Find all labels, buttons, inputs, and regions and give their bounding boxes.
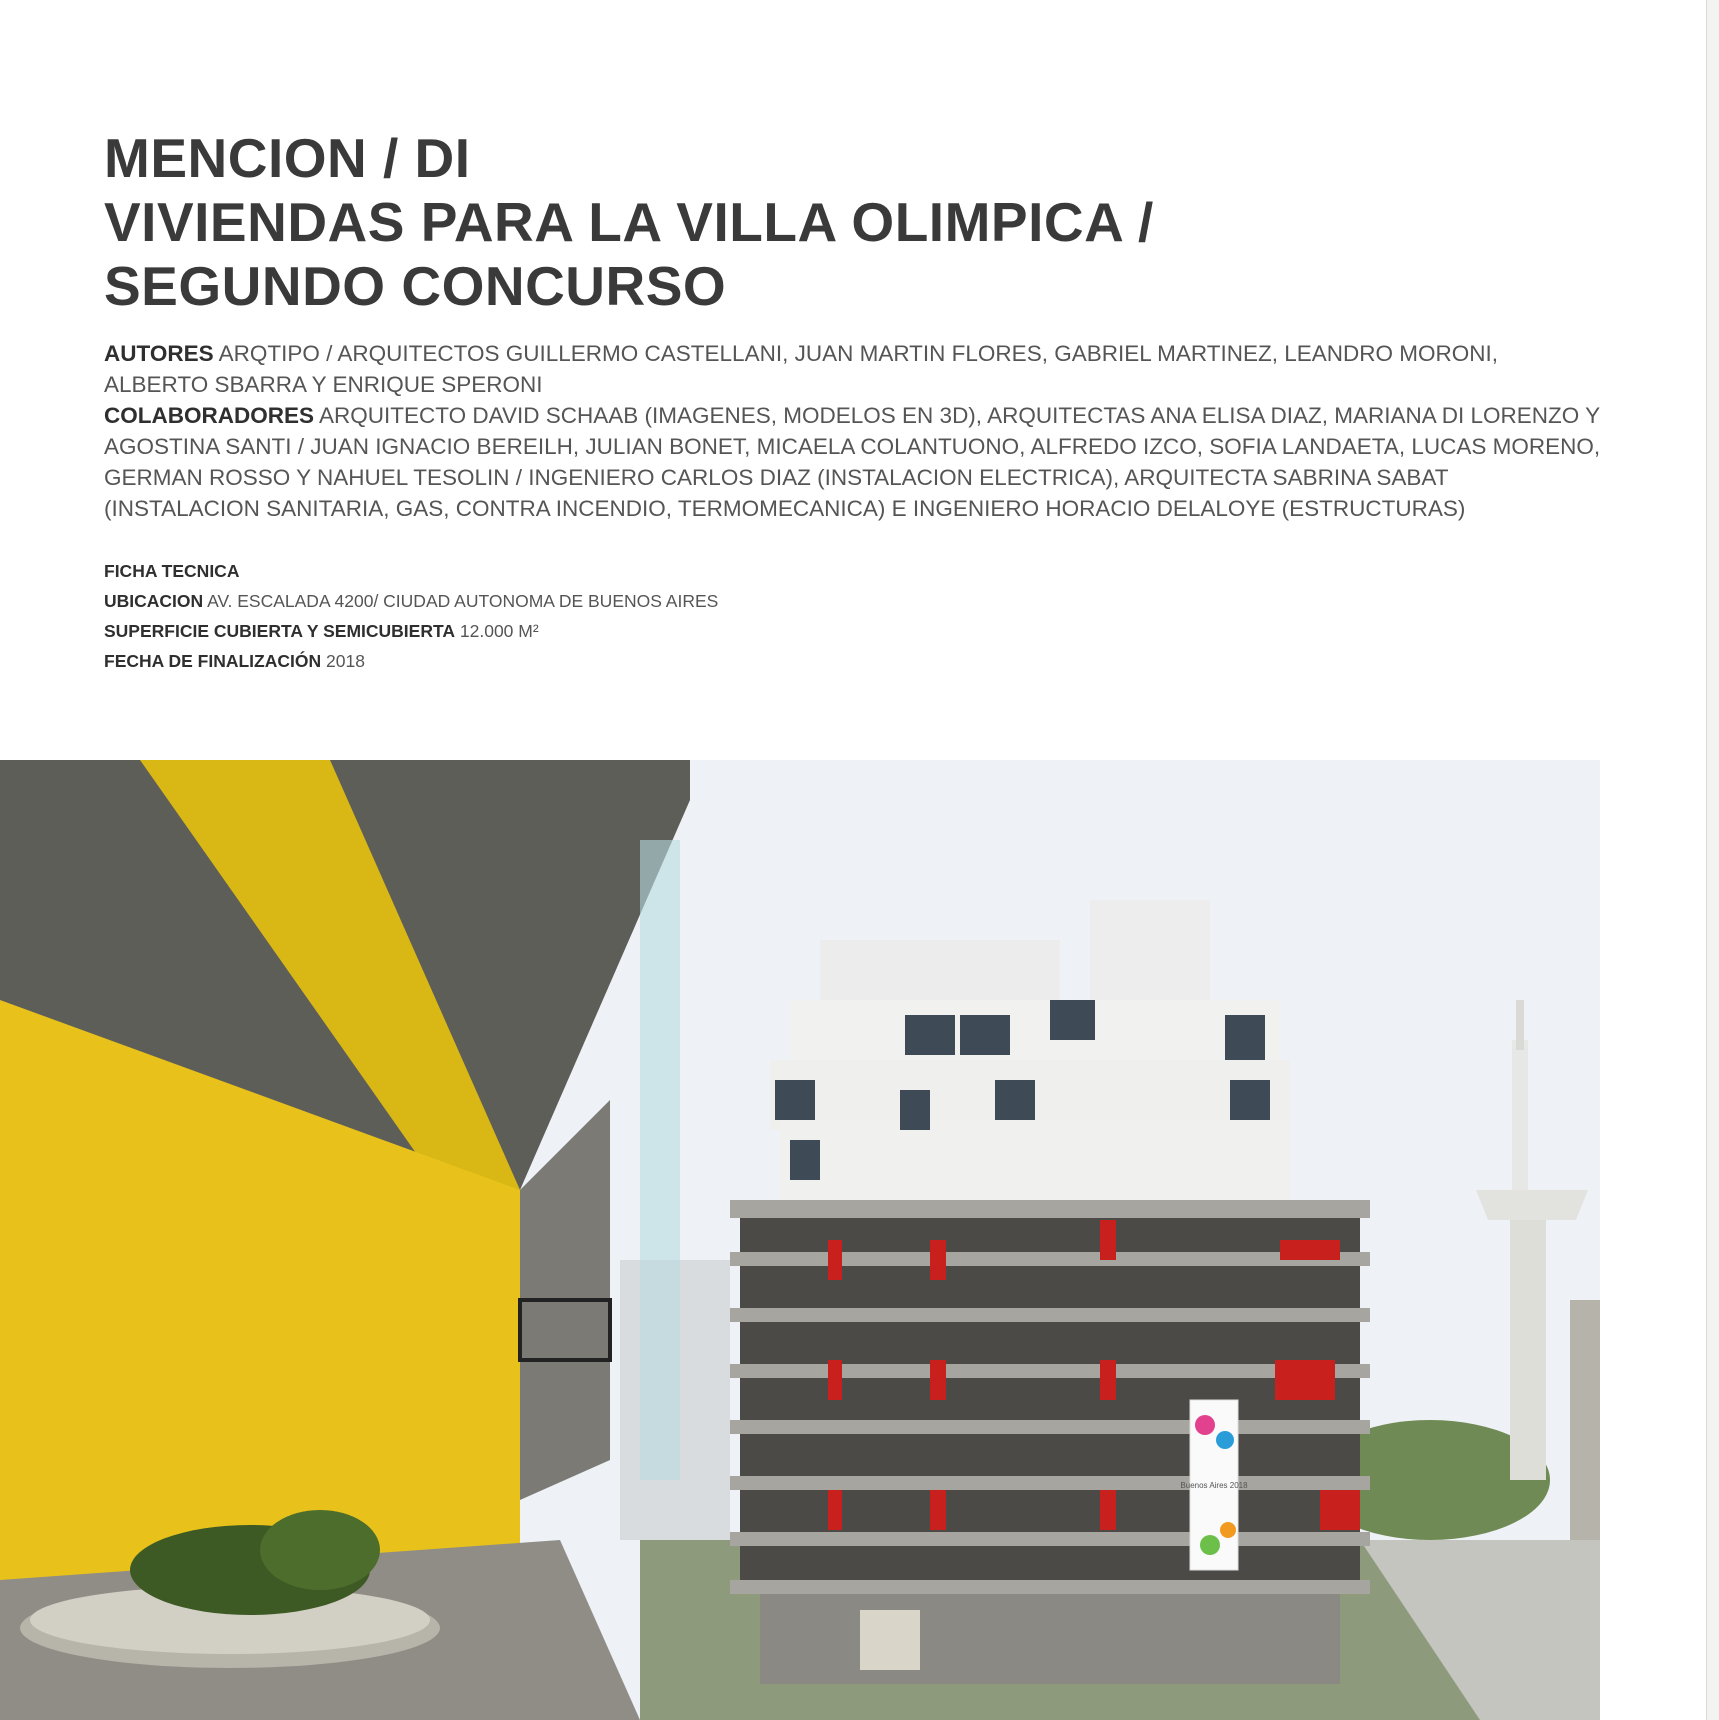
main-building bbox=[730, 900, 1370, 1684]
fecha-row bbox=[104, 646, 718, 676]
title-line-2: VIVIENDAS PARA LA VILLA OLIMPICA / bbox=[104, 191, 1154, 253]
ficha-tecnica bbox=[104, 556, 718, 676]
title-line-1: MENCION / DI bbox=[104, 127, 471, 189]
fecha-label: FECHA DE FINALIZACIÓN bbox=[104, 651, 322, 671]
olympic-banner bbox=[1180, 1400, 1248, 1570]
superficie-value: 12.000 M² bbox=[459, 621, 539, 641]
fecha-value: 2018 bbox=[326, 651, 365, 671]
title-line-3: SEGUNDO CONCURSO bbox=[104, 255, 727, 317]
autores-paragraph bbox=[104, 338, 1604, 400]
banner-text: Buenos Aires 2018 bbox=[1180, 1481, 1248, 1490]
ficha-title: FICHA TECNICA bbox=[104, 561, 240, 581]
superficie-label: SUPERFICIE CUBIERTA Y SEMICUBIERTA bbox=[104, 621, 456, 641]
page-edge bbox=[1706, 0, 1719, 1720]
ubicacion-row bbox=[104, 586, 718, 616]
superficie-row bbox=[104, 616, 718, 646]
building-photo bbox=[0, 760, 1600, 1720]
autores-text: ARQTIPO / ARQUITECTOS GUILLERMO CASTELLANI, JUAN MARTIN FLORES, GABRIEL MARTINEZ, LEANDRO MORONI, ALBERTO SBARRA Y ENRIQUE SPERONI bbox=[104, 341, 1499, 397]
ubicacion-value: AV. ESCALADA 4200/ CIUDAD AUTONOMA DE BUENOS AIRES bbox=[207, 591, 719, 611]
page-title bbox=[104, 126, 1154, 318]
colaboradores-paragraph bbox=[104, 400, 1604, 524]
credits-block bbox=[104, 338, 1604, 524]
colaboradores-label: COLABORADORES bbox=[104, 403, 315, 428]
autores-label: AUTORES bbox=[104, 341, 214, 366]
colaboradores-text: ARQUITECTO DAVID SCHAAB (IMAGENES, MODELOS EN 3D), ARQUITECTAS ANA ELISA DIAZ, MARIANA DI LORENZO Y AGOSTINA SANTI / JUAN IGNACIO BEREILH, JULIAN BONET, MICAELA COLANTUONO, ALFREDO IZCO, SOFIA LANDAETA, LUCAS MORENO, GERMAN ROSSO Y NAHUEL TESOLIN / INGENIERO CARLOS DIAZ (INSTALACION ELECTRICA), ARQUITECTA SABRINA SABAT (INSTALACION SANITARIA, GAS, CONTRA INCENDIO, TERMOMECANICA) E INGENIERO HORACIO DELALOYE (ESTRUCTURAS) bbox=[104, 403, 1601, 521]
ubicacion-label: UBICACION bbox=[104, 591, 204, 611]
